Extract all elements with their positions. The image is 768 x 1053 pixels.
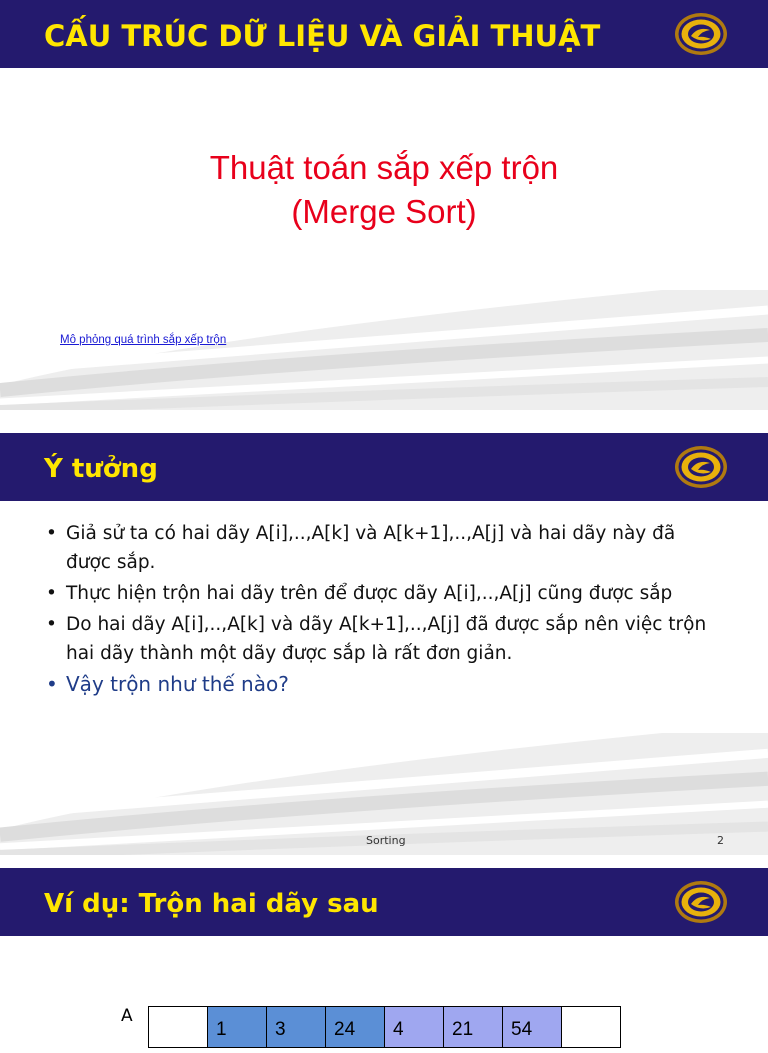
idea-bullet-list	[44, 519, 724, 701]
array-cell: 21	[444, 1007, 503, 1047]
slide-1-banner-title: CẤU TRÚC DỮ LIỆU VÀ GIẢI THUẬT	[44, 19, 601, 53]
slide-1	[0, 0, 768, 410]
array-cell: 1	[208, 1007, 267, 1047]
slide-2-banner	[0, 433, 768, 501]
footer-page-number: 2	[717, 834, 724, 847]
slide-3-banner-title: Ví dụ: Trộn hai dãy sau	[44, 889, 379, 919]
bullet-item-question: • Vậy trộn như thế nào?	[44, 670, 724, 699]
bullet-item: • Thực hiện trộn hai dãy trên để được dãy A[i],..,A[j] cũng được sắp	[44, 579, 724, 608]
university-logo-icon	[674, 12, 728, 56]
slide-1-banner	[0, 0, 768, 68]
slide-2-banner-title: Ý tưởng	[44, 454, 158, 484]
bullet-item: • Giả sử ta có hai dãy A[i],..,A[k] và A[k+1],..,A[j] và hai dãy này đã được sắp.	[44, 519, 724, 577]
array-cell: 54	[503, 1007, 562, 1047]
array-cell	[562, 1007, 621, 1047]
array-cell	[149, 1007, 208, 1047]
array-label: A	[121, 1006, 133, 1026]
slide-2	[0, 433, 768, 855]
university-logo-icon	[674, 445, 728, 489]
slide-1-decorative-waves	[0, 290, 768, 410]
array-cell: 3	[267, 1007, 326, 1047]
merge-sort-simulation-link[interactable]: Mô phỏng quá trình sắp xếp trộn	[60, 334, 227, 346]
bullet-item: • Do hai dãy A[i],..,A[k] và dãy A[k+1],..,A[j] đã được sắp nên việc trộn hai dãy thành một dãy được sắp là rất đơn giản.	[44, 610, 724, 668]
footer-topic: Sorting	[366, 834, 406, 847]
array-cell: 24	[326, 1007, 385, 1047]
slide-1-title-line-2: (Merge Sort)	[291, 193, 477, 230]
slide-2-content	[0, 501, 768, 855]
slide-1-title-line-1: Thuật toán sắp xếp trộn	[209, 149, 559, 186]
university-logo-icon	[674, 880, 728, 924]
slide-3-banner	[0, 868, 768, 936]
array-cell: 4	[385, 1007, 444, 1047]
array-a	[148, 1006, 621, 1048]
slide-3	[0, 868, 768, 1040]
